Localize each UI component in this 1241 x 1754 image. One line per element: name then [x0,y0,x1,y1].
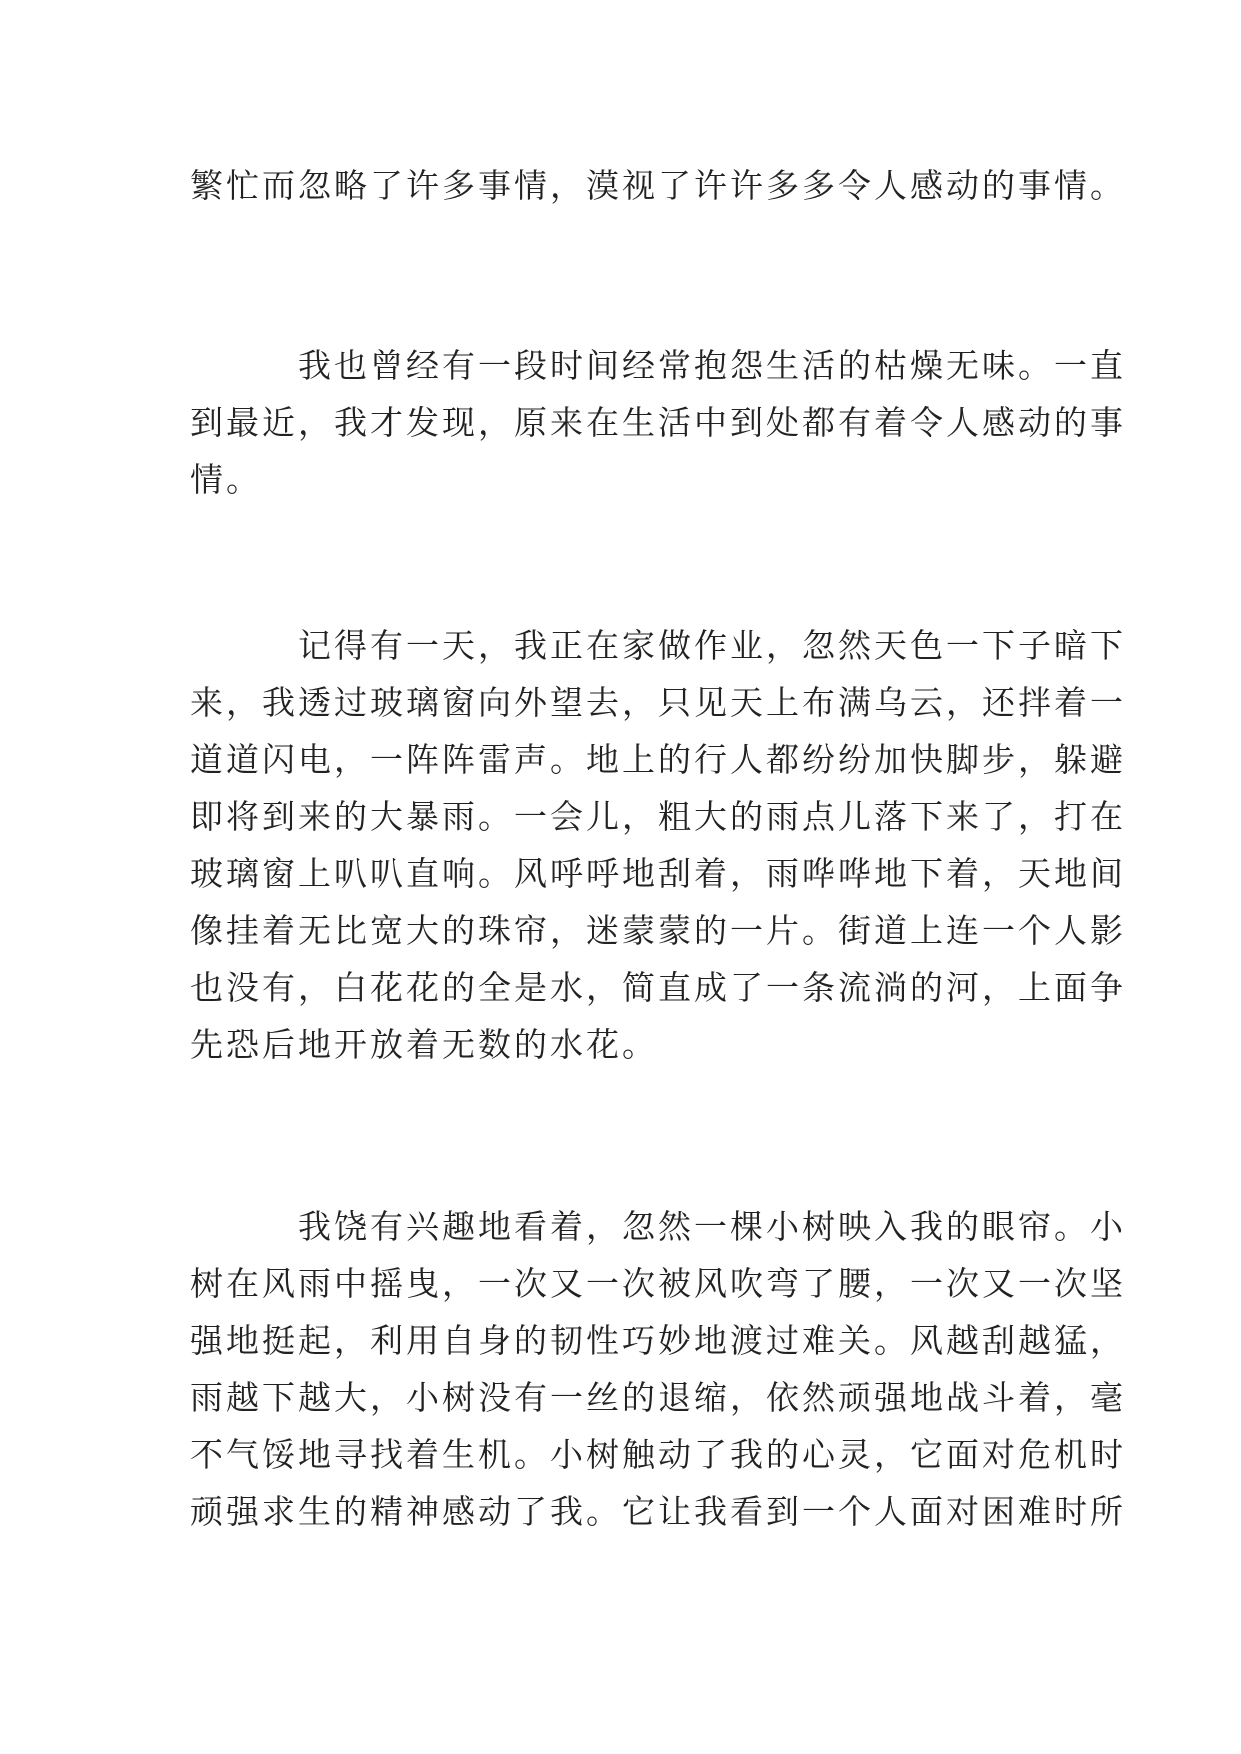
text-line: 不气馁地寻找着生机。小树触动了我的心灵，它面对危机时 [190,1435,1126,1474]
text-line: 先恐后地开放着无数的水花。 [190,1025,658,1064]
text-line: 顽强求生的精神感动了我。它让我看到一个人面对困难时所 [190,1492,1126,1531]
paragraph [190,337,1126,508]
text-line: 情。 [190,460,262,499]
paragraph [190,1198,1126,1540]
text-line: 雨越下越大，小树没有一丝的退缩，依然顽强地战斗着，毫 [190,1378,1126,1417]
text-line: 我也曾经有一段时间经常抱怨生活的枯燥无味。一直 [298,346,1126,385]
text-line: 强地挺起，利用自身的韧性巧妙地渡过难关。风越刮越猛， [190,1321,1126,1360]
paragraph [190,617,1126,1073]
text-line: 也没有，白花花的全是水，简直成了一条流淌的河，上面争 [190,968,1126,1007]
text-line: 到最近，我才发现，原来在生活中到处都有着令人感动的事 [190,403,1126,442]
text-line: 繁忙而忽略了许多事情，漠视了许许多多令人感动的事情。 [190,166,1126,205]
text-line: 树在风雨中摇曳，一次又一次被风吹弯了腰，一次又一次坚 [190,1264,1126,1303]
text-line: 玻璃窗上叭叭直响。风呼呼地刮着，雨哗哗地下着，天地间 [190,854,1126,893]
paragraph [190,157,1126,214]
text-line: 记得有一天，我正在家做作业，忽然天色一下子暗下 [298,626,1126,665]
text-line: 道道闪电，一阵阵雷声。地上的行人都纷纷加快脚步，躲避 [190,740,1126,779]
text-line: 像挂着无比宽大的珠帘，迷蒙蒙的一片。街道上连一个人影 [190,911,1126,950]
text-line: 即将到来的大暴雨。一会儿，粗大的雨点儿落下来了，打在 [190,797,1126,836]
text-line: 我饶有兴趣地看着，忽然一棵小树映入我的眼帘。小 [298,1207,1126,1246]
text-line: 来，我透过玻璃窗向外望去，只见天上布满乌云，还拌着一 [190,683,1126,722]
